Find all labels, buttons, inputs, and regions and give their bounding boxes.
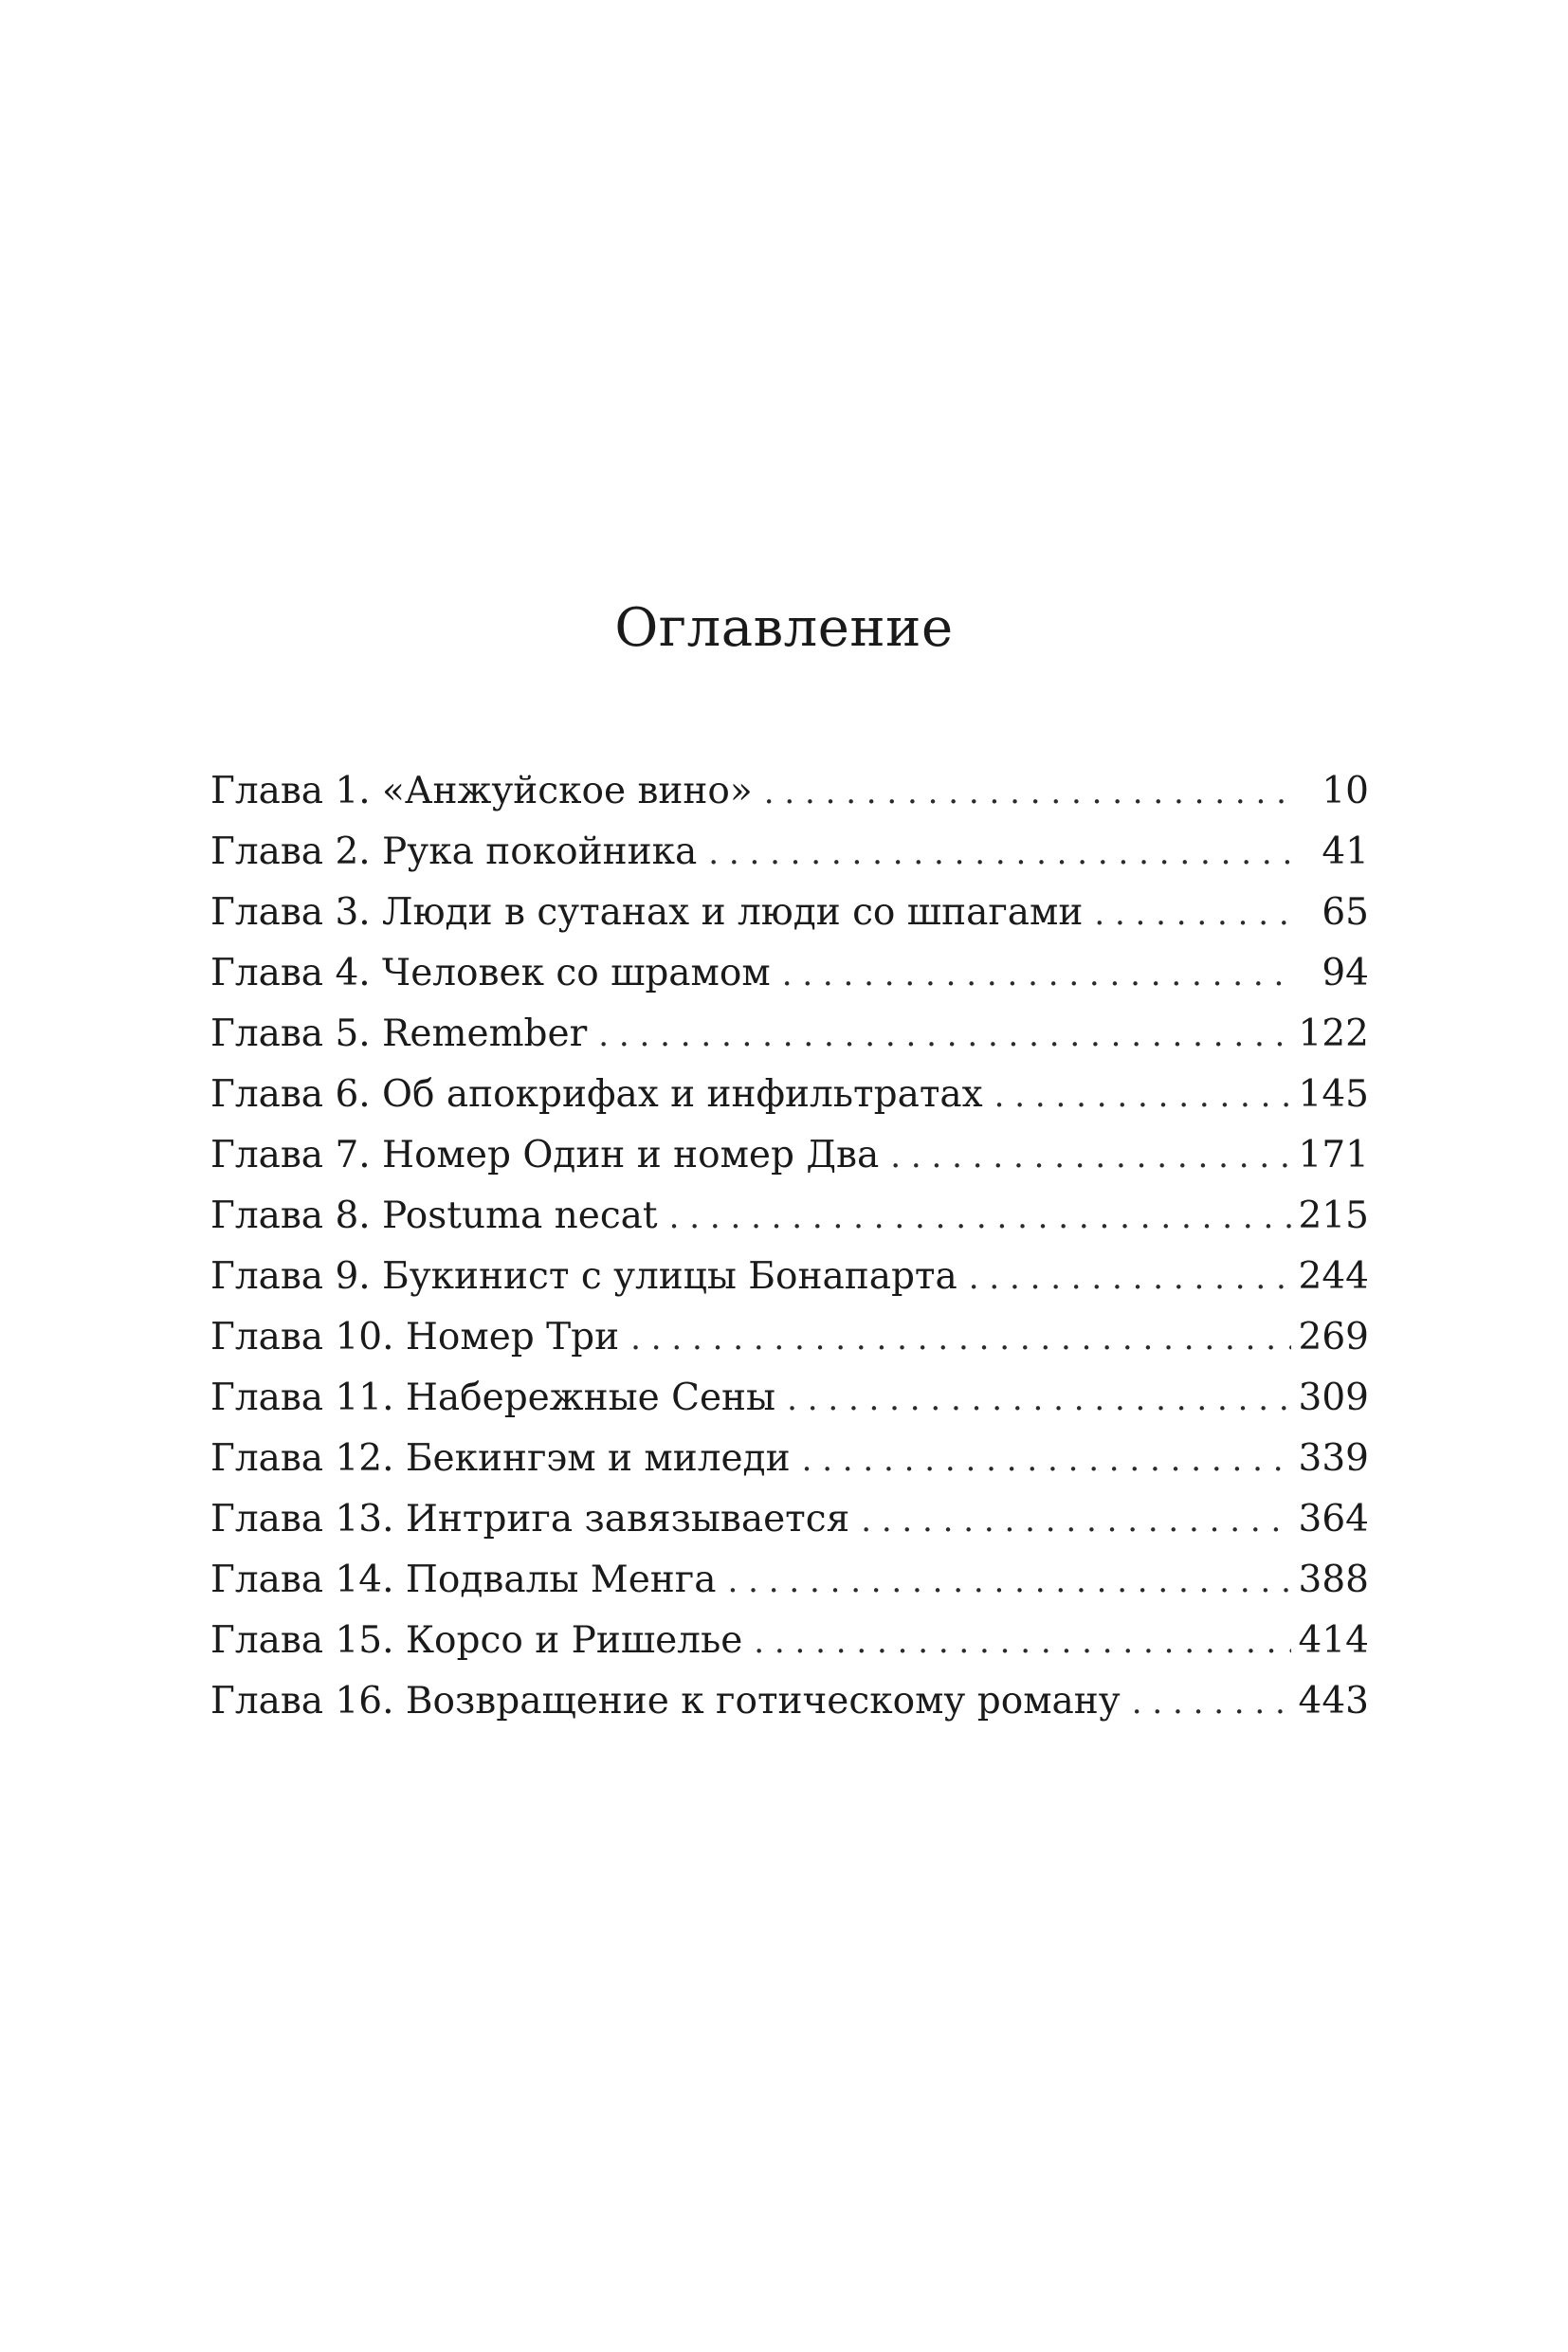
toc-entry-page: 269 — [1298, 1316, 1369, 1358]
toc-entry-page: 145 — [1298, 1073, 1369, 1116]
toc-entry[interactable] — [210, 1065, 1369, 1125]
toc-dot-leader — [598, 1005, 1290, 1066]
toc-entry-label: Глава 1. «Анжуйское вино» — [210, 770, 753, 812]
toc-entry-label: Глава 13. Интрига завязывается — [210, 1498, 850, 1541]
toc-dot-leader — [728, 1551, 1291, 1612]
toc-entry-label: Глава 9. Букинист с улицы Бонапарта — [210, 1255, 957, 1298]
toc-entry-page: 443 — [1298, 1680, 1369, 1723]
toc-dot-leader — [861, 1490, 1290, 1551]
page-title: Оглавление — [614, 597, 954, 659]
toc-entry[interactable] — [210, 761, 1369, 822]
table-of-contents — [210, 761, 1369, 1732]
toc-entry-page: 65 — [1322, 891, 1369, 934]
toc-entry-label: Глава 14. Подвалы Менга — [210, 1559, 717, 1601]
toc-entry-label: Глава 15. Корсо и Ришелье — [210, 1619, 743, 1662]
toc-dot-leader — [890, 1126, 1290, 1187]
toc-entry[interactable] — [210, 1186, 1369, 1247]
toc-entry[interactable] — [210, 1429, 1369, 1489]
toc-entry[interactable] — [210, 1004, 1369, 1065]
toc-entry-label: Глава 5. Remember — [210, 1012, 588, 1055]
toc-entry-label: Глава 16. Возвращение к готическому роману — [210, 1680, 1121, 1723]
toc-dot-leader — [782, 944, 1295, 1005]
toc-entry[interactable] — [210, 1368, 1369, 1429]
toc-entry-label: Глава 12. Бекингэм и миледи — [210, 1437, 791, 1480]
toc-entry-page: 414 — [1298, 1619, 1369, 1662]
toc-entry-label: Глава 7. Номер Один и номер Два — [210, 1134, 880, 1176]
toc-entry-label: Глава 6. Об апокрифах и инфильтратах — [210, 1073, 983, 1116]
toc-entry-page: 215 — [1298, 1194, 1369, 1237]
toc-entry-label: Глава 10. Номер Три — [210, 1316, 620, 1358]
toc-dot-leader — [994, 1066, 1291, 1126]
toc-dot-leader — [708, 823, 1295, 884]
toc-entry-label: Глава 11. Набережные Сены — [210, 1377, 776, 1419]
toc-entry-page: 122 — [1298, 1012, 1369, 1055]
toc-entry[interactable] — [210, 1247, 1369, 1307]
toc-entry[interactable] — [210, 1307, 1369, 1368]
toc-dot-leader — [1094, 884, 1295, 944]
toc-entry[interactable] — [210, 1611, 1369, 1671]
toc-dot-leader — [1132, 1672, 1291, 1733]
toc-entry-page: 244 — [1298, 1255, 1369, 1298]
toc-dot-leader — [764, 762, 1295, 823]
toc-entry-label: Глава 4. Человек со шрамом — [210, 952, 771, 994]
toc-entry[interactable] — [210, 1489, 1369, 1550]
toc-dot-leader — [969, 1248, 1291, 1308]
toc-dot-leader — [669, 1187, 1291, 1248]
toc-entry[interactable] — [210, 822, 1369, 883]
toc-entry[interactable] — [210, 883, 1369, 943]
toc-dot-leader — [802, 1430, 1291, 1490]
toc-entry[interactable] — [210, 943, 1369, 1004]
toc-entry-page: 364 — [1298, 1498, 1369, 1541]
toc-entry[interactable] — [210, 1671, 1369, 1732]
toc-entry-page: 388 — [1298, 1559, 1369, 1601]
toc-entry-page: 339 — [1298, 1437, 1369, 1480]
toc-entry-label: Глава 2. Рука покойника — [210, 830, 698, 873]
toc-entry-label: Глава 8. Postuma necat — [210, 1194, 658, 1237]
toc-entry-label: Глава 3. Люди в сутанах и люди со шпагами — [210, 891, 1084, 934]
toc-entry-page: 171 — [1298, 1134, 1369, 1176]
toc-dot-leader — [630, 1308, 1290, 1369]
toc-entry-page: 10 — [1322, 770, 1369, 812]
toc-entry[interactable] — [210, 1550, 1369, 1611]
toc-entry-page: 94 — [1322, 952, 1369, 994]
toc-entry-page: 41 — [1322, 830, 1369, 873]
toc-dot-leader — [754, 1612, 1290, 1672]
toc-dot-leader — [787, 1369, 1290, 1430]
toc-entry[interactable] — [210, 1125, 1369, 1186]
toc-entry-page: 309 — [1298, 1377, 1369, 1419]
